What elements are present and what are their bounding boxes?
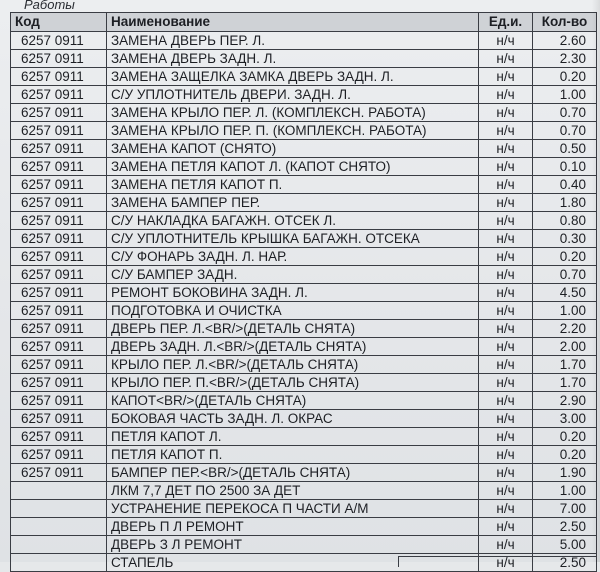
row-code bbox=[11, 518, 107, 536]
row-name: ЗАМЕНА ПЕТЛЯ КАПОТ Л. (КАПОТ СНЯТО) bbox=[107, 158, 479, 176]
row-name: ПОДГОТОВКА И ОЧИСТКА bbox=[107, 302, 479, 320]
table-row bbox=[11, 356, 597, 374]
row-unit: н/ч bbox=[479, 428, 533, 446]
row-name: ЗАМЕНА ЗАЩЕЛКА ЗАМКА ДВЕРЬ ЗАДН. Л. bbox=[107, 68, 479, 86]
row-code: 6257 0911 bbox=[11, 428, 107, 446]
row-unit: н/ч bbox=[479, 518, 533, 536]
row-code: 6257 0911 bbox=[11, 104, 107, 122]
row-code: 6257 0911 bbox=[11, 140, 107, 158]
row-unit: н/ч bbox=[479, 284, 533, 302]
row-name: ЛКМ 7,7 ДЕТ ПО 2500 ЗА ДЕТ bbox=[107, 482, 479, 500]
row-code: 6257 0911 bbox=[11, 32, 107, 50]
column-header-qty: Кол-во bbox=[533, 13, 597, 32]
row-name: КАПОТ<BR/>(ДЕТАЛЬ СНЯТА) bbox=[107, 392, 479, 410]
table-row bbox=[11, 284, 597, 302]
row-name: ЗАМЕНА КРЫЛО ПЕР. П. (КОМПЛЕКСН. РАБОТА) bbox=[107, 122, 479, 140]
table-row bbox=[11, 68, 597, 86]
row-qty: 2.20 bbox=[533, 320, 597, 338]
table-row bbox=[11, 104, 597, 122]
row-unit: н/ч bbox=[479, 446, 533, 464]
row-code bbox=[11, 482, 107, 500]
row-code: 6257 0911 bbox=[11, 392, 107, 410]
row-qty: 0.80 bbox=[533, 212, 597, 230]
row-unit: н/ч bbox=[479, 50, 533, 68]
table-row bbox=[11, 158, 597, 176]
table-row bbox=[11, 230, 597, 248]
row-code: 6257 0911 bbox=[11, 50, 107, 68]
row-unit: н/ч bbox=[479, 176, 533, 194]
table-row bbox=[11, 194, 597, 212]
row-name: УСТРАНЕНИЕ ПЕРЕКОСА П ЧАСТИ А/М bbox=[107, 500, 479, 518]
row-name: С/У УПЛОТНИТЕЛЬ КРЫШКА БАГАЖН. ОТСЕКА bbox=[107, 230, 479, 248]
row-qty: 1.70 bbox=[533, 374, 597, 392]
table-row bbox=[11, 50, 597, 68]
edge-shadow bbox=[592, 0, 600, 562]
row-unit: н/ч bbox=[479, 500, 533, 518]
row-name: ЗАМЕНА ДВЕРЬ ПЕР. Л. bbox=[107, 32, 479, 50]
row-code: 6257 0911 bbox=[11, 176, 107, 194]
row-qty: 0.70 bbox=[533, 266, 597, 284]
row-unit: н/ч bbox=[479, 212, 533, 230]
row-qty: 0.70 bbox=[533, 104, 597, 122]
row-qty: 2.30 bbox=[533, 50, 597, 68]
row-qty: 3.00 bbox=[533, 410, 597, 428]
row-name: С/У УПЛОТНИТЕЛЬ ДВЕРИ. ЗАДН. Л. bbox=[107, 86, 479, 104]
row-qty: 2.90 bbox=[533, 392, 597, 410]
row-name: ЗАМЕНА ДВЕРЬ ЗАДН. Л. bbox=[107, 50, 479, 68]
table-row bbox=[11, 338, 597, 356]
table-row bbox=[11, 536, 597, 554]
row-unit: н/ч bbox=[479, 410, 533, 428]
row-name: КРЫЛО ПЕР. П.<BR/>(ДЕТАЛЬ СНЯТА) bbox=[107, 374, 479, 392]
row-unit: н/ч bbox=[479, 266, 533, 284]
row-code: 6257 0911 bbox=[11, 194, 107, 212]
row-name: С/У БАМПЕР ЗАДН. bbox=[107, 266, 479, 284]
row-code bbox=[11, 536, 107, 554]
row-unit: н/ч bbox=[479, 122, 533, 140]
works-table bbox=[10, 12, 597, 572]
row-code: 6257 0911 bbox=[11, 122, 107, 140]
row-qty: 0.20 bbox=[533, 68, 597, 86]
row-name: ЗАМЕНА КРЫЛО ПЕР. Л. (КОМПЛЕКСН. РАБОТА) bbox=[107, 104, 479, 122]
row-unit: н/ч bbox=[479, 464, 533, 482]
row-unit: н/ч bbox=[479, 248, 533, 266]
row-unit: н/ч bbox=[479, 68, 533, 86]
row-code: 6257 0911 bbox=[11, 86, 107, 104]
row-name: ДВЕРЬ П Л РЕМОНТ bbox=[107, 518, 479, 536]
row-unit: н/ч bbox=[479, 392, 533, 410]
row-name: ЗАМЕНА КАПОТ (СНЯТО) bbox=[107, 140, 479, 158]
row-qty: 0.20 bbox=[533, 428, 597, 446]
row-code: 6257 0911 bbox=[11, 302, 107, 320]
row-code: 6257 0911 bbox=[11, 464, 107, 482]
row-unit: н/ч bbox=[479, 302, 533, 320]
row-unit: н/ч bbox=[479, 230, 533, 248]
row-code: 6257 0911 bbox=[11, 356, 107, 374]
table-row bbox=[11, 482, 597, 500]
row-unit: н/ч bbox=[479, 194, 533, 212]
table-row bbox=[11, 140, 597, 158]
section-title: Работы bbox=[24, 0, 75, 12]
row-qty: 7.00 bbox=[533, 500, 597, 518]
row-code: 6257 0911 bbox=[11, 284, 107, 302]
row-unit: н/ч bbox=[479, 554, 533, 572]
table-row bbox=[11, 428, 597, 446]
row-qty: 0.20 bbox=[533, 446, 597, 464]
row-name: ДВЕРЬ ПЕР. Л.<BR/>(ДЕТАЛЬ СНЯТА) bbox=[107, 320, 479, 338]
table-row bbox=[11, 248, 597, 266]
row-unit: н/ч bbox=[479, 32, 533, 50]
row-name: РЕМОНТ БОКОВИНА ЗАДН. Л. bbox=[107, 284, 479, 302]
row-code: 6257 0911 bbox=[11, 68, 107, 86]
row-code: 6257 0911 bbox=[11, 212, 107, 230]
row-code: 6257 0911 bbox=[11, 410, 107, 428]
table-row bbox=[11, 320, 597, 338]
row-code: 6257 0911 bbox=[11, 248, 107, 266]
row-name: ДВЕРЬ ЗАДН. Л.<BR/>(ДЕТАЛЬ СНЯТА) bbox=[107, 338, 479, 356]
row-unit: н/ч bbox=[479, 536, 533, 554]
row-qty: 2.50 bbox=[533, 518, 597, 536]
row-qty: 0.20 bbox=[533, 248, 597, 266]
row-code: 6257 0911 bbox=[11, 158, 107, 176]
row-qty: 2.00 bbox=[533, 338, 597, 356]
row-unit: н/ч bbox=[479, 374, 533, 392]
table-row bbox=[11, 302, 597, 320]
table-header-row bbox=[11, 13, 597, 32]
row-qty: 5.00 bbox=[533, 536, 597, 554]
column-header-code: Код bbox=[11, 13, 107, 32]
row-qty: 0.70 bbox=[533, 122, 597, 140]
table-row bbox=[11, 176, 597, 194]
row-code: 6257 0911 bbox=[11, 230, 107, 248]
row-name: ЗАМЕНА БАМПЕР ПЕР. bbox=[107, 194, 479, 212]
row-name: КРЫЛО ПЕР. Л.<BR/>(ДЕТАЛЬ СНЯТА) bbox=[107, 356, 479, 374]
table-row bbox=[11, 464, 597, 482]
row-unit: н/ч bbox=[479, 482, 533, 500]
row-code bbox=[11, 500, 107, 518]
column-header-name: Наименование bbox=[107, 13, 479, 32]
row-unit: н/ч bbox=[479, 158, 533, 176]
row-qty: 2.50 bbox=[533, 554, 597, 572]
row-qty: 1.00 bbox=[533, 86, 597, 104]
table-row bbox=[11, 392, 597, 410]
table-row bbox=[11, 500, 597, 518]
row-qty: 0.10 bbox=[533, 158, 597, 176]
table-row bbox=[11, 86, 597, 104]
row-code: 6257 0911 bbox=[11, 446, 107, 464]
table-row bbox=[11, 518, 597, 536]
row-code: 6257 0911 bbox=[11, 320, 107, 338]
row-unit: н/ч bbox=[479, 320, 533, 338]
row-code: 6257 0911 bbox=[11, 374, 107, 392]
row-code bbox=[11, 554, 107, 572]
row-name: СТАПЕЛЬ bbox=[107, 554, 479, 572]
row-unit: н/ч bbox=[479, 338, 533, 356]
column-header-unit: Ед.и. bbox=[479, 13, 533, 32]
table-row bbox=[11, 212, 597, 230]
row-name: ЗАМЕНА ПЕТЛЯ КАПОТ П. bbox=[107, 176, 479, 194]
row-name: ПЕТЛЯ КАПОТ Л. bbox=[107, 428, 479, 446]
row-qty: 4.50 bbox=[533, 284, 597, 302]
row-name: ДВЕРЬ З Л РЕМОНТ bbox=[107, 536, 479, 554]
row-qty: 0.40 bbox=[533, 176, 597, 194]
row-name: БОКОВАЯ ЧАСТЬ ЗАДН. Л. ОКРАС bbox=[107, 410, 479, 428]
table-row bbox=[11, 446, 597, 464]
table-row bbox=[11, 122, 597, 140]
row-qty: 2.60 bbox=[533, 32, 597, 50]
row-qty: 1.00 bbox=[533, 302, 597, 320]
table-body bbox=[11, 32, 597, 572]
table-row bbox=[11, 266, 597, 284]
row-qty: 1.90 bbox=[533, 464, 597, 482]
row-qty: 1.80 bbox=[533, 194, 597, 212]
row-qty: 0.50 bbox=[533, 140, 597, 158]
table-row bbox=[11, 374, 597, 392]
row-name: БАМПЕР ПЕР.<BR/>(ДЕТАЛЬ СНЯТА) bbox=[107, 464, 479, 482]
row-unit: н/ч bbox=[479, 356, 533, 374]
row-unit: н/ч bbox=[479, 86, 533, 104]
row-qty: 1.70 bbox=[533, 356, 597, 374]
row-unit: н/ч bbox=[479, 104, 533, 122]
row-qty: 1.00 bbox=[533, 482, 597, 500]
row-code: 6257 0911 bbox=[11, 338, 107, 356]
row-name: С/У ФОНАРЬ ЗАДН. Л. НАР. bbox=[107, 248, 479, 266]
row-code: 6257 0911 bbox=[11, 266, 107, 284]
table-row bbox=[11, 410, 597, 428]
row-unit: н/ч bbox=[479, 140, 533, 158]
table-row bbox=[11, 32, 597, 50]
row-name: С/У НАКЛАДКА БАГАЖН. ОТСЕК Л. bbox=[107, 212, 479, 230]
row-qty: 0.30 bbox=[533, 230, 597, 248]
row-name: ПЕТЛЯ КАПОТ П. bbox=[107, 446, 479, 464]
